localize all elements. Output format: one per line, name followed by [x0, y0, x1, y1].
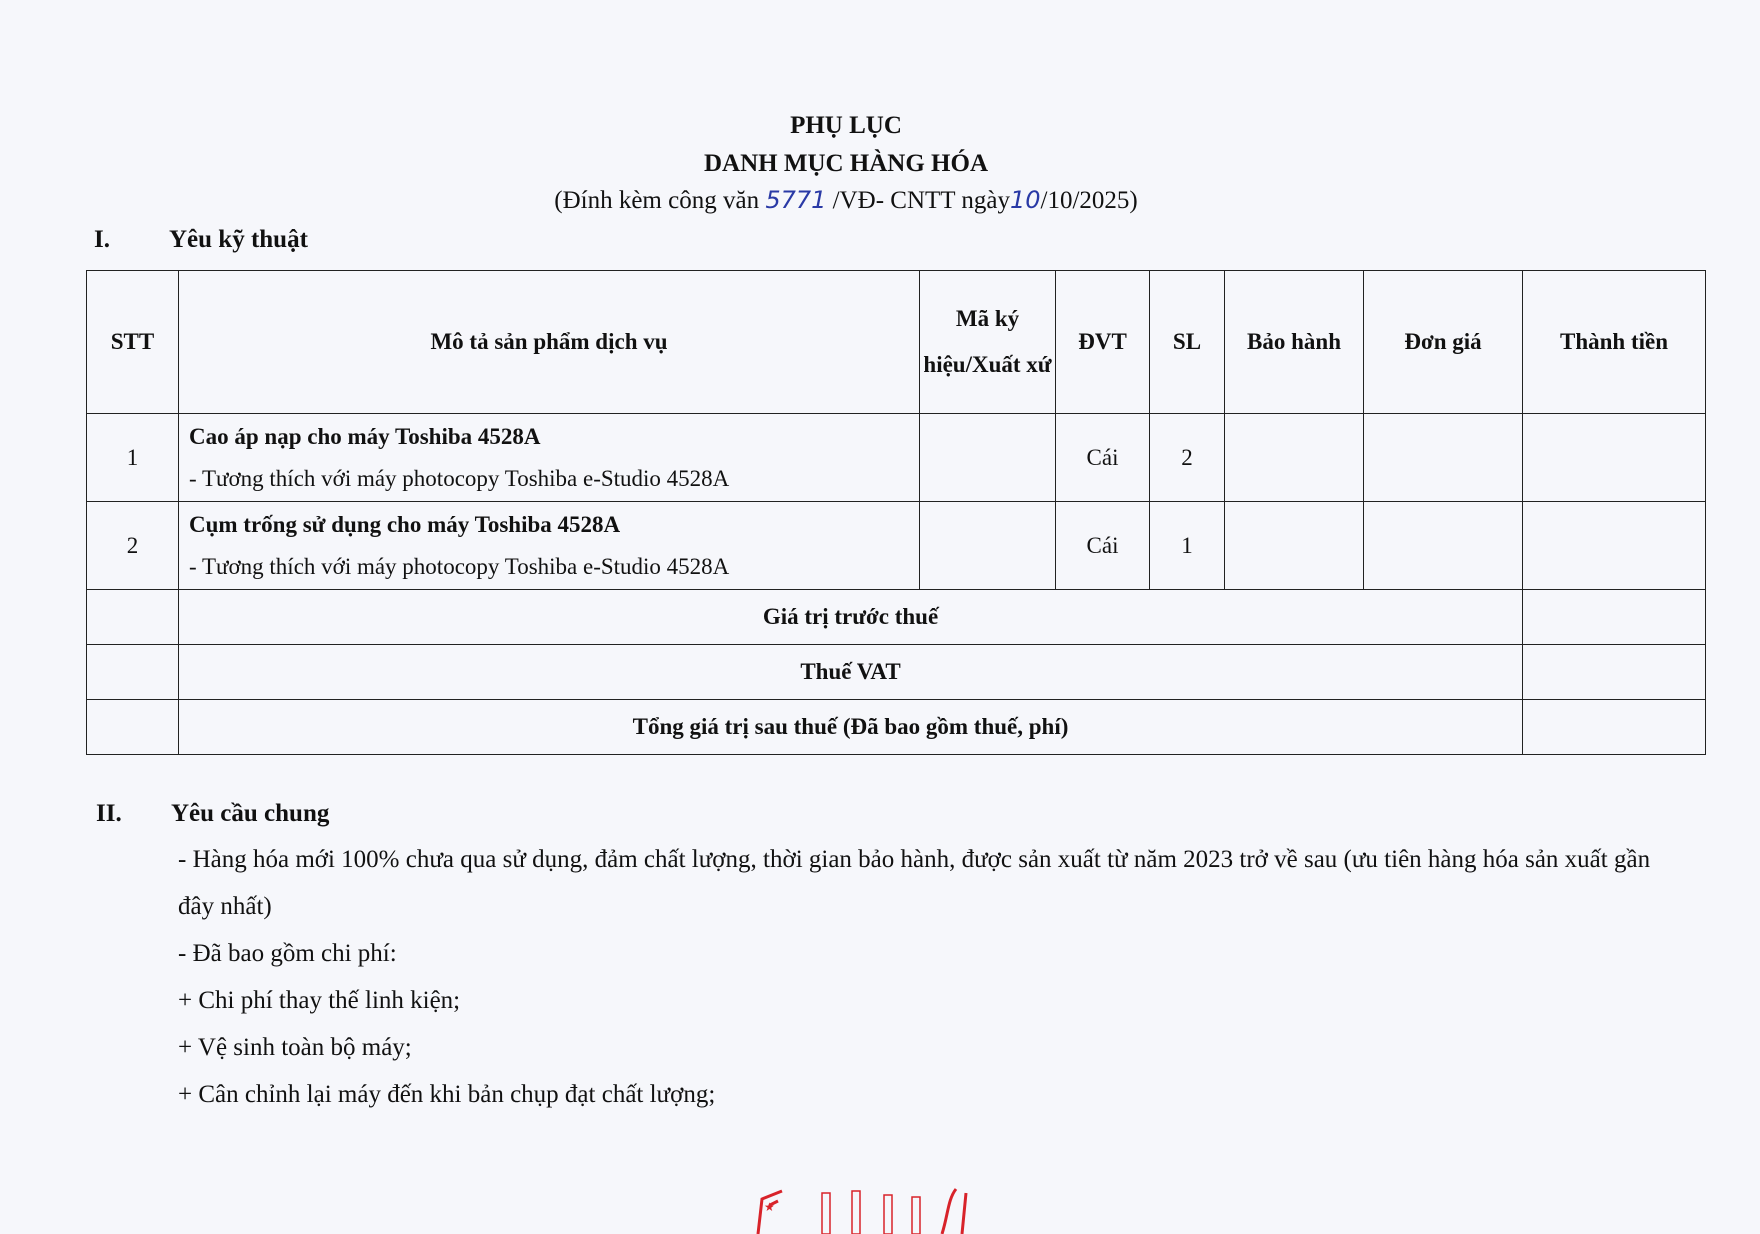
requirement-item: - Đã bao gồm chi phí:	[178, 940, 397, 967]
table-row	[87, 502, 1706, 590]
row-stt: 2	[87, 502, 179, 590]
requirement-item: + Chi phí thay thế linh kiện;	[178, 987, 461, 1014]
row-warranty	[1225, 414, 1364, 502]
section-2-title: Yêu cầu chung	[171, 800, 330, 827]
summary-row-vat	[87, 645, 1706, 700]
header-warranty: Bảo hành	[1225, 271, 1364, 414]
attachment-middle: /VĐ- CNTT ngày	[826, 187, 1010, 214]
goods-table	[86, 270, 1706, 755]
row-unit: Cái	[1056, 502, 1150, 590]
red-seal-stamp	[752, 1185, 974, 1234]
summary-empty-cell	[87, 590, 179, 645]
row-unit-price	[1364, 502, 1523, 590]
row-code	[920, 414, 1056, 502]
table-row	[87, 414, 1706, 502]
row-description	[179, 414, 920, 502]
handwritten-doc-number: 5771	[765, 186, 827, 214]
handwritten-day: 10	[1009, 186, 1041, 214]
row-amount	[1523, 502, 1706, 590]
attachment-suffix: /10/2025)	[1040, 187, 1138, 214]
summary-vat-value	[1523, 645, 1706, 700]
requirement-item: + Vệ sinh toàn bộ máy;	[178, 1034, 412, 1061]
section-2-number: II.	[96, 800, 122, 827]
header-stt: STT	[87, 271, 179, 414]
product-name: Cao áp nạp cho máy Toshiba 4528A	[189, 423, 541, 449]
row-quantity: 1	[1150, 502, 1225, 590]
summary-total-value	[1523, 700, 1706, 755]
header-unit: ĐVT	[1056, 271, 1150, 414]
summary-empty-cell	[87, 645, 179, 700]
header-quantity: SL	[1150, 271, 1225, 414]
summary-total-label: Tổng giá trị sau thuế (Đã bao gồm thuế, phí)	[179, 700, 1523, 755]
requirements-list	[178, 836, 1658, 1118]
row-quantity: 2	[1150, 414, 1225, 502]
summary-pretax-label: Giá trị trước thuế	[179, 590, 1523, 645]
row-warranty	[1225, 502, 1364, 590]
summary-empty-cell	[87, 700, 179, 755]
header-unit-price: Đơn giá	[1364, 271, 1523, 414]
section-1-title: Yêu kỹ thuật	[169, 226, 308, 253]
summary-row-total	[87, 700, 1706, 755]
attachment-prefix: (Đính kèm công văn	[554, 187, 766, 214]
product-name: Cụm trống sử dụng cho máy Toshiba 4528A	[189, 511, 621, 537]
appendix-title: PHỤ LỤC	[790, 112, 902, 139]
requirement-item: - Hàng hóa mới 100% chưa qua sử dụng, đảm chất lượng, thời gian bảo hành, được sản xuất từ năm 2023 trở về sau (ưu tiên hàng hóa sản xuất gần đây nhất)	[178, 846, 1651, 920]
row-amount	[1523, 414, 1706, 502]
row-description	[179, 502, 920, 590]
summary-vat-label: Thuế VAT	[179, 645, 1523, 700]
svg-text:★: ★	[764, 1200, 775, 1214]
row-unit: Cái	[1056, 414, 1150, 502]
requirement-item: + Cân chỉnh lại máy đến khi bản chụp đạt chất lượng;	[178, 1081, 716, 1108]
row-stt: 1	[87, 414, 179, 502]
goods-list-title: DANH MỤC HÀNG HÓA	[703, 150, 988, 177]
header-amount: Thành tiền	[1523, 271, 1706, 414]
row-code	[920, 502, 1056, 590]
attachment-note	[0, 186, 1692, 215]
section-1-number: I.	[94, 226, 110, 253]
row-unit-price	[1364, 414, 1523, 502]
summary-row-pretax	[87, 590, 1706, 645]
table-header-row	[87, 271, 1706, 414]
header-description: Mô tả sản phẩm dịch vụ	[179, 271, 920, 414]
header-code-origin: Mã ký hiệu/Xuất xứ	[920, 271, 1056, 414]
product-note: - Tương thích với máy photocopy Toshiba e-Studio 4528A	[189, 553, 730, 579]
summary-pretax-value	[1523, 590, 1706, 645]
product-note: - Tương thích với máy photocopy Toshiba e-Studio 4528A	[189, 465, 730, 491]
